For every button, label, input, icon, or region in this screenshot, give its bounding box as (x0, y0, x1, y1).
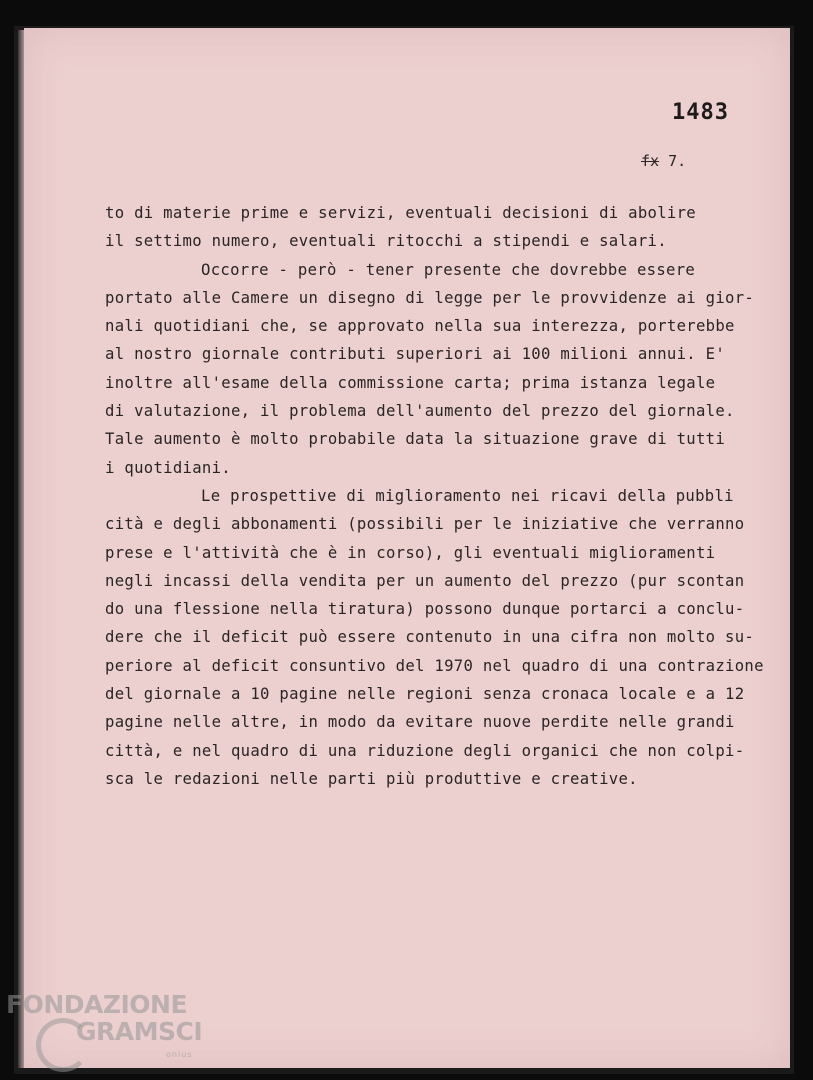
text-line: sca le redazioni nelle parti più produttive e creative. (105, 769, 638, 788)
text-line: i quotidiani. (105, 458, 231, 477)
text-line: inoltre all'esame della commissione carta; prima istanza legale (105, 373, 716, 392)
watermark-line2: GRAMSCI (76, 1017, 203, 1046)
text-line: pagine nelle altre, in modo da evitare nuove perdite nelle grandi (105, 713, 735, 732)
text-line: portato alle Camere un disegno di legge per le provvidenze ai gior- (105, 288, 755, 307)
sheet-number (641, 152, 686, 170)
text-line: negli incassi della vendita per un aumento del prezzo (pur scontan (105, 571, 745, 590)
page-number: 1483 (672, 100, 729, 125)
text-line: dere che il deficit può essere contenuto in una cifra non molto su- (105, 628, 755, 647)
watermark-line3: onlus (166, 1050, 193, 1059)
struck-mark: fx (641, 152, 660, 170)
text-line: al nostro giornale contributi superiori ai 100 milioni annui. E' (105, 345, 726, 364)
text-line: prese e l'attività che è in corso), gli eventuali miglioramenti (105, 543, 716, 562)
text-line: nali quotidiani che, se approvato nella sua interezza, porterebbe (105, 317, 735, 336)
text-line: to di materie prime e servizi, eventuali decisioni di abolire (105, 204, 696, 222)
watermark-logo (6, 990, 206, 1070)
text-line: Tale aumento è molto probabile data la situazione grave di tutti (105, 430, 726, 449)
text-line: di valutazione, il problema dell'aumento del prezzo del giornale. (105, 402, 735, 421)
text-line: città, e nel quadro di una riduzione degli organici che non colpi- (105, 741, 745, 760)
body-text (105, 199, 765, 793)
text-line: do una flessione nella tiratura) possono dunque portarci a conclu- (105, 600, 745, 619)
text-line: Le prospettive di miglioramento nei ricavi della pubbli (201, 486, 734, 505)
text-line: il settimo numero, eventuali ritocchi a stipendi e salari. (105, 232, 667, 251)
sheet-number-value: 7. (668, 152, 687, 170)
text-line: cità e degli abbonamenti (possibili per le iniziative che verranno (105, 515, 745, 534)
text-line: periore al deficit consuntivo del 1970 nel quadro di una contrazione (105, 656, 764, 675)
text-line: Occorre - però - tener presente che dovrebbe essere (201, 260, 696, 279)
text-line: del giornale a 10 pagine nelle regioni senza cronaca locale e a 12 (105, 685, 745, 704)
watermark-line1: FONDAZIONE (6, 990, 188, 1019)
